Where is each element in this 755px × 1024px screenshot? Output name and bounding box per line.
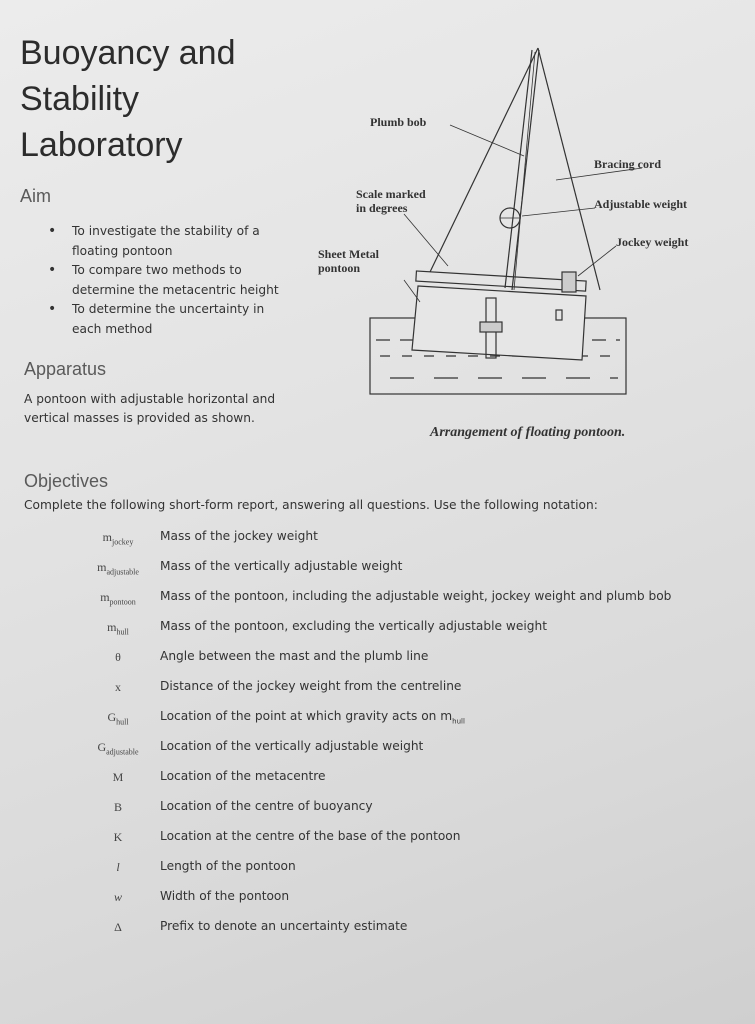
leader-scale (404, 214, 448, 266)
notation-symbol (78, 740, 158, 756)
notation-row (78, 554, 718, 584)
notation-description (160, 919, 407, 933)
notation-description (160, 799, 373, 813)
notation-symbol-sub: adjustable (106, 747, 139, 757)
notation-description-text: Mass of the vertically adjustable weight (160, 559, 403, 573)
notation-description-text: Location of the centre of buoyancy (160, 799, 373, 813)
notation-symbol (78, 590, 158, 606)
label-sheet-metal: Sheet Metal (318, 247, 379, 261)
notation-row (78, 764, 718, 794)
notation-symbol-main: K (113, 830, 123, 844)
jockey-weight (562, 272, 576, 292)
notation-description-text: Location of the metacentre (160, 769, 326, 783)
notation-row (78, 884, 718, 914)
notation-symbol-sub: hull (116, 627, 129, 637)
notation-symbol (78, 920, 158, 935)
bracing-cord-left (430, 48, 538, 272)
notation-symbol (78, 800, 158, 815)
notation-symbol (78, 860, 158, 875)
notation-description (160, 679, 461, 693)
mast (505, 50, 532, 288)
notation-description-text: Mass of the jockey weight (160, 529, 318, 543)
notation-symbol-sub: hull (116, 717, 129, 727)
title-line-2: Stability (20, 80, 140, 118)
notation-symbol-main: θ (115, 650, 121, 664)
notation-row (78, 674, 718, 704)
notation-row (78, 644, 718, 674)
notation-description (160, 829, 461, 843)
bracing-cord-right (538, 48, 600, 290)
notation-symbol-main: l (116, 860, 120, 874)
notation-symbol-main: m (107, 620, 117, 634)
notation-symbol-main: w (113, 890, 122, 904)
plumb-line (514, 52, 535, 290)
diagram-caption: Arrangement of floating pontoon. (430, 425, 626, 440)
notation-symbol (78, 650, 158, 665)
notation-row (78, 794, 718, 824)
notation-symbol-main: m (102, 530, 112, 544)
notation-symbol (78, 620, 158, 636)
notation-symbol (78, 770, 158, 785)
notation-symbol (78, 890, 158, 905)
objectives-heading: Objectives (24, 471, 109, 491)
notation-description-text: Length of the pontoon (160, 859, 296, 873)
notation-row (78, 584, 718, 614)
label-scale-marked: Scale marked (356, 187, 426, 201)
notation-description (160, 649, 428, 663)
notation-symbol-main: B (113, 800, 122, 814)
notation-symbol (78, 710, 158, 726)
notation-symbol (78, 830, 158, 845)
apparatus-text: A pontoon with adjustable horizontal and vertical masses is provided as shown. (24, 392, 276, 425)
label-adjustable-weight: Adjustable weight (594, 197, 688, 211)
notation-description (160, 859, 296, 873)
notation-description-sub: hull (452, 717, 465, 726)
notation-row (78, 854, 718, 884)
notation-symbol-sub: jockey (112, 537, 134, 547)
notation-description (160, 529, 318, 543)
title-line-3: Laboratory (20, 126, 183, 164)
pontoon-diagram (300, 40, 740, 460)
aim-item: • To compare two methods to determine the metacentric height (48, 261, 288, 300)
label-plumb-bob: Plumb bob (370, 115, 427, 129)
notation-symbol-main: G (107, 710, 117, 724)
aim-item: • To investigate the stability of a floating pontoon (48, 222, 288, 261)
leader-plumb-bob (450, 125, 524, 156)
notation-symbol-main: Δ (114, 920, 122, 934)
notation-description-text: Mass of the pontoon, including the adjustable weight, jockey weight and plumb bob (160, 589, 672, 603)
notation-row (78, 524, 718, 554)
objectives-text: Complete the following short-form report, answering all questions. Use the following notation: (24, 498, 598, 512)
notation-description-text: Angle between the mast and the plumb line (160, 649, 429, 663)
notation-row (78, 914, 718, 944)
notation-symbol-main: m (100, 590, 110, 604)
notation-symbol-sub: pontoon (109, 597, 136, 607)
notation-description-text: Prefix to denote an uncertainty estimate (160, 919, 408, 933)
notation-symbol-main: x (115, 680, 121, 694)
notation-description-text: Location at the centre of the base of the pontoon (160, 829, 461, 843)
leader-jockey-weight (578, 246, 616, 276)
adjustable-weight (480, 322, 502, 332)
page-title (20, 30, 280, 168)
leader-adjustable-weight (522, 208, 595, 216)
notation-description (160, 889, 289, 903)
notation-symbol-sub: adjustable (106, 567, 139, 577)
notation-symbol-main: G (97, 740, 107, 754)
notation-row (78, 614, 718, 644)
notation-description-text: Distance of the jockey weight from the centreline (160, 679, 462, 693)
notation-description-text: Location of the vertically adjustable weight (160, 739, 424, 753)
notation-description (160, 709, 465, 725)
aim-heading: Aim (20, 186, 51, 206)
notation-description (160, 589, 671, 603)
notation-description (160, 739, 423, 753)
label-bracing-cord: Bracing cord (594, 157, 661, 171)
notation-row (78, 824, 718, 854)
label-jockey-weight: Jockey weight (616, 235, 689, 249)
label-pontoon: pontoon (318, 261, 361, 275)
notation-description-text: Mass of the pontoon, excluding the vertically adjustable weight (160, 619, 547, 633)
notation-symbol (78, 530, 158, 546)
notation-description (160, 559, 402, 573)
aim-item: • To determine the uncertainty in each method (48, 300, 288, 339)
label-scale-degrees: in degrees (356, 201, 408, 215)
title-line-1: Buoyancy and (20, 34, 236, 72)
notation-description-text: Width of the pontoon (160, 889, 290, 903)
notation-symbol (78, 680, 158, 695)
notation-description-text: Location of the point at which gravity acts on m (160, 709, 453, 723)
notation-row (78, 734, 718, 764)
notation-description (160, 619, 547, 633)
notation-table (78, 524, 718, 944)
notation-description (160, 769, 325, 783)
notation-symbol (78, 560, 158, 576)
notation-symbol-main: m (97, 560, 107, 574)
notation-row (78, 704, 718, 734)
aim-list (48, 222, 288, 340)
notation-symbol-main: M (112, 770, 124, 784)
apparatus-heading: Apparatus (24, 359, 107, 379)
